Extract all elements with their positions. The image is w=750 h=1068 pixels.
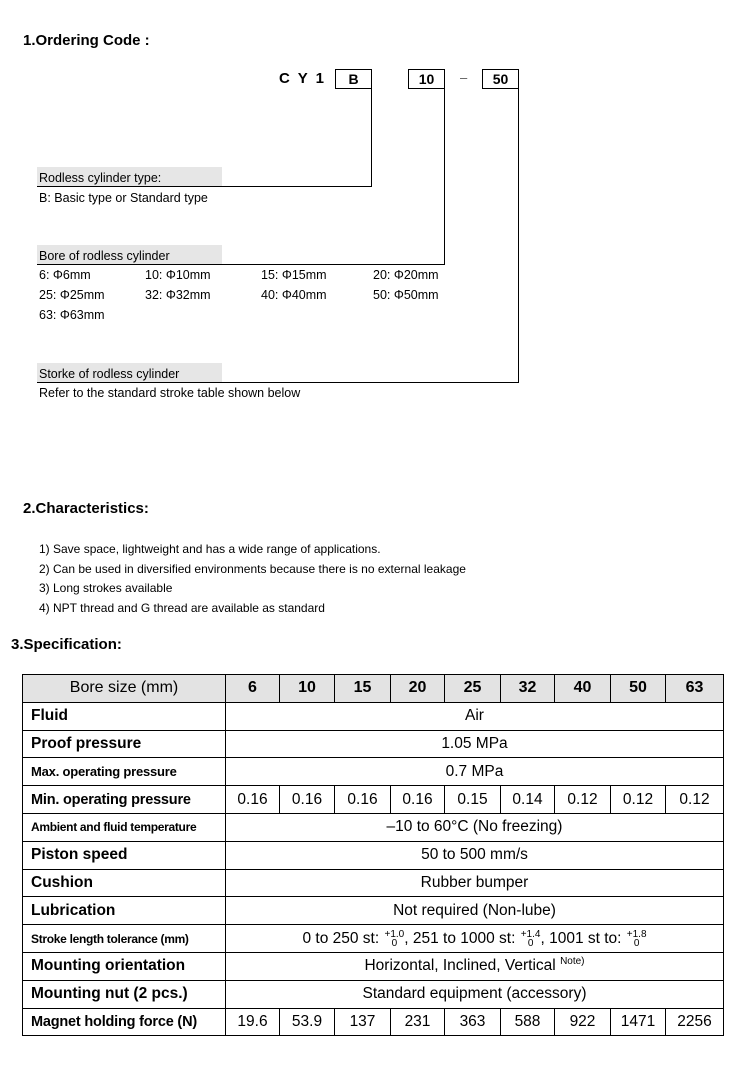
table-row-fluid	[23, 702, 724, 730]
min-pressure-cell: 0.16	[280, 786, 335, 814]
min-pressure-cell: 0.14	[501, 786, 555, 814]
magnet-force-cell: 19.6	[226, 1008, 280, 1036]
type-connector-vertical	[371, 89, 372, 186]
bore-connector-horizontal	[222, 264, 445, 265]
row-label: Stroke length tolerance (mm)	[23, 925, 226, 953]
stroke-title: Storke of rodless cylinder	[39, 367, 180, 381]
model-prefix: C Y 1	[279, 70, 326, 87]
bore-connector-vertical	[444, 89, 445, 264]
tolerance-2	[521, 930, 541, 948]
min-pressure-cell: 0.16	[391, 786, 445, 814]
magnet-force-cell: 922	[555, 1008, 611, 1036]
tolerance-upper: +1.8	[626, 928, 647, 940]
bore-header-cell: 32	[501, 675, 555, 703]
row-value	[226, 952, 724, 980]
row-value: 1.05 MPa	[226, 730, 724, 758]
type-code-box: B	[335, 69, 372, 89]
bore-option: 63: Φ63mm	[39, 308, 105, 322]
bore-option: 40: Φ40mm	[261, 288, 327, 302]
bore-option: 6: Φ6mm	[39, 268, 91, 282]
min-pressure-cell: 0.12	[611, 786, 666, 814]
min-pressure-cell: 0.12	[555, 786, 611, 814]
table-row-proof-pressure	[23, 730, 724, 758]
min-pressure-cell: 0.12	[666, 786, 724, 814]
ordering-heading: 1.Ordering Code :	[23, 32, 150, 49]
bore-header-cell: 25	[445, 675, 501, 703]
table-row-piston-speed	[23, 841, 724, 869]
tolerance-3	[627, 930, 647, 948]
type-title: Rodless cylinder type:	[39, 171, 162, 185]
characteristics-heading: 2.Characteristics:	[23, 500, 149, 517]
characteristic-item: 3) Long strokes available	[39, 581, 173, 595]
table-header-row	[23, 675, 724, 703]
tolerance-upper: +1.4	[520, 928, 541, 940]
table-row-stroke-tolerance	[23, 925, 724, 953]
tolerance-1	[384, 930, 404, 948]
row-value: 50 to 500 mm/s	[226, 841, 724, 869]
row-label: Fluid	[23, 702, 226, 730]
bore-title: Bore of rodless cylinder	[39, 249, 170, 263]
bore-option: 10: Φ10mm	[145, 268, 211, 282]
row-label: Cushion	[23, 869, 226, 897]
tolerance-range-2: , 251 to 1000 st:	[404, 929, 516, 947]
tolerance-range-3: , 1001 st to:	[540, 929, 622, 947]
orientation-value: Horizontal, Inclined, Vertical	[364, 957, 556, 975]
table-row-temperature	[23, 813, 724, 841]
bore-header-cell: 40	[555, 675, 611, 703]
row-value: Rubber bumper	[226, 869, 724, 897]
table-row-min-pressure	[23, 786, 724, 814]
stroke-connector-vertical	[518, 89, 519, 382]
type-value: B: Basic type or Standard type	[39, 191, 208, 205]
table-row-cushion	[23, 869, 724, 897]
table-row-lubrication	[23, 897, 724, 925]
min-pressure-cell: 0.16	[335, 786, 391, 814]
row-label: Proof pressure	[23, 730, 226, 758]
characteristic-item: 4) NPT thread and G thread are available as standard	[39, 601, 325, 615]
bore-header-cell: 15	[335, 675, 391, 703]
tolerance-lower: 0	[633, 937, 640, 949]
row-label: Mounting orientation	[23, 952, 226, 980]
bore-header-cell: 50	[611, 675, 666, 703]
table-row-magnet-force	[23, 1008, 724, 1036]
characteristic-item: 1) Save space, lightweight and has a wide range of applications.	[39, 542, 381, 556]
stroke-code-box: 50	[482, 69, 519, 89]
magnet-force-cell: 588	[501, 1008, 555, 1036]
bore-header-cell: 63	[666, 675, 724, 703]
min-pressure-cell: 0.16	[226, 786, 280, 814]
table-row-max-pressure	[23, 758, 724, 786]
note-marker: Note)	[560, 956, 585, 968]
tolerance-upper: +1.0	[384, 928, 405, 940]
magnet-force-cell: 137	[335, 1008, 391, 1036]
stroke-value: Refer to the standard stroke table shown below	[39, 386, 301, 400]
row-value: 0.7 MPa	[226, 758, 724, 786]
characteristic-item: 2) Can be used in diversified environments because there is no external leakage	[39, 562, 466, 576]
tolerance-lower: 0	[391, 937, 398, 949]
stroke-underline	[37, 382, 222, 383]
magnet-force-cell: 53.9	[280, 1008, 335, 1036]
tolerance-range-1: 0 to 250 st:	[302, 929, 380, 947]
row-value: Air	[226, 702, 724, 730]
row-label: Ambient and fluid temperature	[23, 813, 226, 841]
row-value: –10 to 60°C (No freezing)	[226, 813, 724, 841]
bore-header-cell: 20	[391, 675, 445, 703]
magnet-force-cell: 1471	[611, 1008, 666, 1036]
table-row-mounting-nut	[23, 980, 724, 1008]
bore-code-box: 10	[408, 69, 445, 89]
bore-option: 50: Φ50mm	[373, 288, 439, 302]
bore-size-header: Bore size (mm)	[23, 675, 226, 703]
stroke-connector-horizontal	[222, 382, 519, 383]
specification-table	[22, 674, 724, 1036]
min-pressure-cell: 0.15	[445, 786, 501, 814]
bore-header-cell: 6	[226, 675, 280, 703]
bore-option: 25: Φ25mm	[39, 288, 105, 302]
type-underline	[37, 186, 222, 187]
row-value: Not required (Non-lube)	[226, 897, 724, 925]
bore-option: 15: Φ15mm	[261, 268, 327, 282]
specification-heading: 3.Specification:	[11, 636, 122, 653]
row-label: Max. operating pressure	[23, 758, 226, 786]
tolerance-lower: 0	[527, 937, 534, 949]
row-label: Piston speed	[23, 841, 226, 869]
row-label: Magnet holding force (N)	[23, 1008, 226, 1036]
bore-option: 32: Φ32mm	[145, 288, 211, 302]
row-label: Mounting nut (2 pcs.)	[23, 980, 226, 1008]
code-dash: –	[460, 70, 468, 85]
row-label: Min. operating pressure	[23, 786, 226, 814]
row-value: Standard equipment (accessory)	[226, 980, 724, 1008]
bore-header-cell: 10	[280, 675, 335, 703]
type-connector-horizontal	[222, 186, 372, 187]
row-label: Lubrication	[23, 897, 226, 925]
bore-option: 20: Φ20mm	[373, 268, 439, 282]
magnet-force-cell: 231	[391, 1008, 445, 1036]
magnet-force-cell: 2256	[666, 1008, 724, 1036]
magnet-force-cell: 363	[445, 1008, 501, 1036]
table-row-mounting-orientation	[23, 952, 724, 980]
bore-underline	[37, 264, 222, 265]
row-value	[226, 925, 724, 953]
